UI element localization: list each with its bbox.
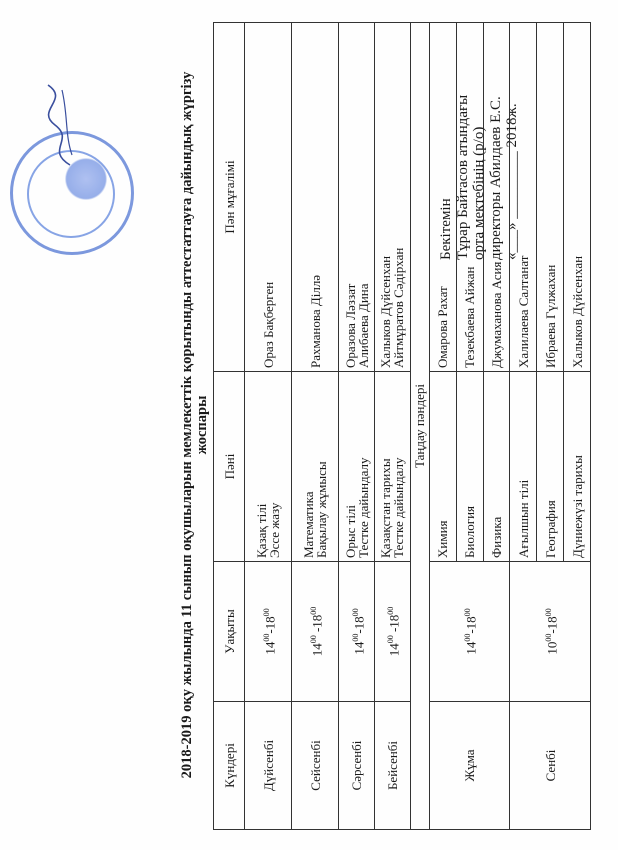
time-cell: $14^{00}-18^{00}$ bbox=[339, 562, 375, 702]
subject-cell: География bbox=[537, 372, 564, 562]
day-cell: Бейсенбі bbox=[375, 702, 411, 830]
time-cell: $14^{00}$ $-18^{00}$ bbox=[375, 562, 411, 702]
time-cell: $10^{00}-18^{00}$ bbox=[510, 562, 591, 702]
document-title: 2018-2019 оқу жылында 11 сынып оқушыларын мемлекеттік қорытынды аттестаттауға дайындық жүргізу жоспары bbox=[179, 71, 210, 779]
day-cell: Сейсенбі bbox=[292, 702, 339, 830]
header-days: Күндері bbox=[214, 702, 245, 830]
table-row bbox=[375, 23, 411, 830]
table-row bbox=[292, 23, 339, 830]
day-cell: Жұма bbox=[429, 702, 510, 830]
teacher-cell: Рахманова Діллә bbox=[292, 23, 339, 372]
teacher-cell: Тезекбаева Айжан bbox=[456, 23, 483, 372]
subject-cell: Биология bbox=[456, 372, 483, 562]
subject-cell: Математика Бақылау жұмысы bbox=[292, 372, 339, 562]
teacher-cell: Ораз Бақберген bbox=[245, 23, 292, 372]
approval-line: директоры Абилдаев Е.С. bbox=[487, 96, 504, 260]
table-row-section bbox=[410, 23, 429, 830]
teacher-cell: Джумаханова Асия bbox=[483, 23, 510, 372]
header-subject: Пәні bbox=[214, 372, 245, 562]
teacher-cell: Омарова Рахат bbox=[429, 23, 456, 372]
approval-line: Тұрар Байтасов атындағы bbox=[454, 94, 471, 260]
table-row bbox=[510, 23, 537, 830]
signature-icon bbox=[40, 80, 80, 170]
schedule-table bbox=[213, 22, 591, 830]
approval-line: Бекітемін bbox=[438, 198, 454, 260]
header-time: Уақыты bbox=[214, 562, 245, 702]
day-cell: Дүйсенбі bbox=[245, 702, 292, 830]
subject-cell: Ағылшын тілі bbox=[510, 372, 537, 562]
subject-cell: Физика bbox=[483, 372, 510, 562]
subject-cell: Химия bbox=[429, 372, 456, 562]
elective-subjects-heading: Таңдау пәндері bbox=[410, 23, 429, 830]
table-row bbox=[339, 23, 375, 830]
approval-line: орта мектебінің (р/о) bbox=[471, 126, 487, 260]
teacher-cell: Халыков Дүйсенхан Айтмұратов Сәдірхан bbox=[375, 23, 411, 372]
table-header-row bbox=[214, 23, 245, 830]
subject-cell: Қазақстан тарихы Тестке дайындалу bbox=[375, 372, 411, 562]
day-cell: Сенбі bbox=[510, 702, 591, 830]
subject-cell: Орыс тілі Тестке дайындалу bbox=[339, 372, 375, 562]
teacher-cell: Халилаева Салтанат bbox=[510, 23, 537, 372]
teacher-cell: Халыков Дүйсенхан bbox=[564, 23, 591, 372]
table-row bbox=[429, 23, 456, 830]
header-teacher: Пән мұғалімі bbox=[214, 23, 245, 372]
approval-date: «___» _________ 2018ж. bbox=[504, 103, 520, 260]
teacher-cell: Оразова Ләззат Алибаева Дина bbox=[339, 23, 375, 372]
time-cell: $14^{00}$ $-18^{00}$ bbox=[292, 562, 339, 702]
time-cell: $14^{00}-18^{00}$ bbox=[245, 562, 292, 702]
teacher-cell: Ибраева Гүлжахан bbox=[537, 23, 564, 372]
subject-cell: Дүниежүзі тарихы bbox=[564, 372, 591, 562]
day-cell: Сәрсенбі bbox=[339, 702, 375, 830]
table-row bbox=[245, 23, 292, 830]
subject-cell: Қазақ тілі Эссе жазу bbox=[245, 372, 292, 562]
time-cell: $14^{00}-18^{00}$ bbox=[429, 562, 510, 702]
